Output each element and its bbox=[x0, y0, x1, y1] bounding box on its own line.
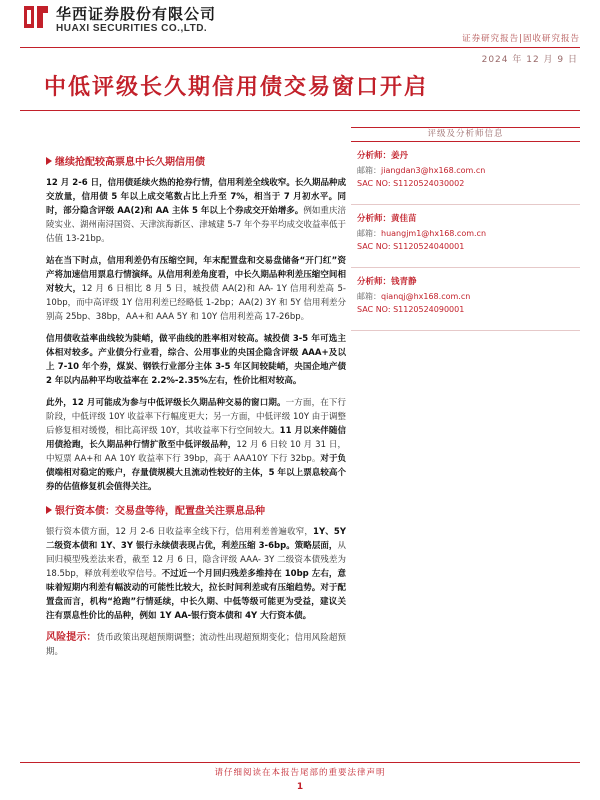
analyst-email-link[interactable]: qianqj@hx168.com.cn bbox=[381, 292, 471, 301]
paragraph: 此外，12 月可能成为参与中低评级长久期品种交易的窗口期。一方面，在下行阶段，中低评级 10Y 收益率下行幅度更大；另一方面，中低评级 10Y 由于调整后修复相对缓慢，相比高评级 10Y，其收益率下行空间较大。11 月以来伴随信用债抢跑，长久期品种行情扩散至中低评级品种，12 月 6 日较 10 月 31 日，中短票 AA+和 AA 10Y 收益率下行 39bp，高于 AAA10Y 下行 32bp。对于负债端相对稳定的账户，存量债规模大且流动性较好的主体，5 年以上票息较高个券的估值修复机会值得关注。 bbox=[46, 398, 346, 492]
page-header bbox=[0, 0, 600, 50]
analyst-card bbox=[351, 268, 580, 331]
footer-divider bbox=[20, 762, 580, 763]
report-type: 证券研究报告|固收研究报告 bbox=[462, 34, 580, 44]
huaxi-logo-icon bbox=[22, 4, 50, 30]
analyst-role: 分析师： bbox=[357, 214, 392, 224]
analyst-card bbox=[351, 142, 580, 205]
header-divider bbox=[20, 47, 580, 48]
analyst-name: 钱青静 bbox=[391, 277, 417, 287]
analyst-sac: SAC NO: S1120524090001 bbox=[357, 305, 465, 314]
company-name-en: HUAXI SECURITIES CO.,LTD. bbox=[56, 23, 208, 34]
email-label: 邮箱： bbox=[357, 229, 381, 238]
analyst-name: 姜丹 bbox=[391, 151, 409, 161]
report-date: 2024 年 12 月 9 日 bbox=[481, 55, 578, 65]
triangle-bullet-icon bbox=[46, 506, 52, 514]
paragraph: 信用债收益率曲线较为陡峭，做平曲线的胜率相对较高。城投债 3-5 年可选主体相对较多。产业债分行业看，综合、公用事业的央国企隐含评级 AAA+及以上 7-10 年个券，煤炭、钢铁行业部分主体 3-5 年区间较陡峭，央国企地产债 2 年以内品种平均收益率在 2.2%-2.35%左右，性价比相对较高。 bbox=[46, 334, 346, 386]
legal-notice: 请仔细阅读在本报告尾部的重要法律声明 bbox=[214, 768, 386, 778]
paragraph: 站在当下时点，信用利差仍有压缩空间，年末配置盘和交易盘储备“开门红”资产将加速信用票息行情演绎。从信用利差角度看，中长久期品种利差压缩空间相对较大，12 月 6 日相比 8 月 5 日，城投债 AA(2)和 AA- 1Y 信用利差高 5-10bp，而中高评级 1Y 信用利差已经略低 1-2bp；AA(2) 3Y 和 5Y 信用利差分别高 25bp、38bp，AA+和 AAA 5Y 和 10Y 信用利差高 17-26bp。 bbox=[46, 256, 346, 322]
analyst-card bbox=[351, 205, 580, 268]
analyst-role: 分析师： bbox=[357, 151, 392, 161]
title-divider bbox=[20, 110, 580, 111]
triangle-bullet-icon bbox=[46, 157, 52, 165]
company-name-cn: 华西证券股份有限公司 bbox=[56, 5, 217, 23]
analyst-sac: SAC NO: S1120524040001 bbox=[357, 242, 465, 251]
email-label: 邮箱： bbox=[357, 292, 381, 301]
report-body bbox=[46, 153, 346, 667]
paragraph: 12 月 2-6 日，信用债延续火热的抢券行情，信用利差全线收窄。长久期品种成交放量，信用债 5 年以上成交笔数占比上升至 7%，相当于 7 月初水平。同时，部分隐含评级 AA(2)和 AA 主体 5 年以上个券成交开始增多。例如重庆涪陵实业、湖州南浔国资、天津滨海新区、津城建 5-7 年个券平均成交收益率低于估值 13-21bp。 bbox=[46, 178, 346, 244]
page-number: 1 bbox=[296, 782, 304, 792]
paragraph: 银行资本债方面，12 月 2-6 日收益率全线下行，信用利差普遍收窄，1Y、5Y 二级资本债和 1Y、3Y 银行永续债表现占优，利差压缩 3-6bp。策略层面，从回归模型残差法来看，截至 12 月 6 日，隐含评级 AAA- 3Y 二级资本债残差为 18.5bp，释放利差收窄信号。不过近一个月回归残差多维持在 10bp 左右，意味着短期内利差有幅波动的可能性比较大，拉长时间利差或有压缩趋势。对于配置盘而言，机构“抢跑”行情延续，中长久期、中低等级可能更为受益，建议关注有票息性价比的品种，例如 1Y AA-银行资本债和 4Y 大行资本债。 bbox=[46, 527, 347, 621]
analyst-sac: SAC NO: S1120524030002 bbox=[357, 179, 465, 188]
report-title: 中低评级长久期信用债交易窗口开启 bbox=[44, 74, 429, 100]
section-heading: 银行资本债：交易盘等待，配置盘关注票息品种 bbox=[46, 502, 346, 517]
email-label: 邮箱： bbox=[357, 166, 381, 175]
analyst-panel-heading: 评级及分析师信息 bbox=[351, 127, 580, 142]
analyst-panel bbox=[351, 127, 580, 331]
analyst-email-link[interactable]: jiangdan3@hx168.com.cn bbox=[381, 166, 486, 175]
section-heading: 继续抢配较高票息中长久期信用债 bbox=[46, 153, 346, 168]
risk-warning: 风险提示：货币政策出现超预期调整；流动性出现超预期变化；信用风险超预期。 bbox=[46, 632, 346, 657]
analyst-role: 分析师： bbox=[357, 277, 392, 287]
analyst-name: 黄佳苗 bbox=[391, 214, 417, 224]
analyst-email-link[interactable]: huangjm1@hx168.com.cn bbox=[381, 229, 487, 238]
